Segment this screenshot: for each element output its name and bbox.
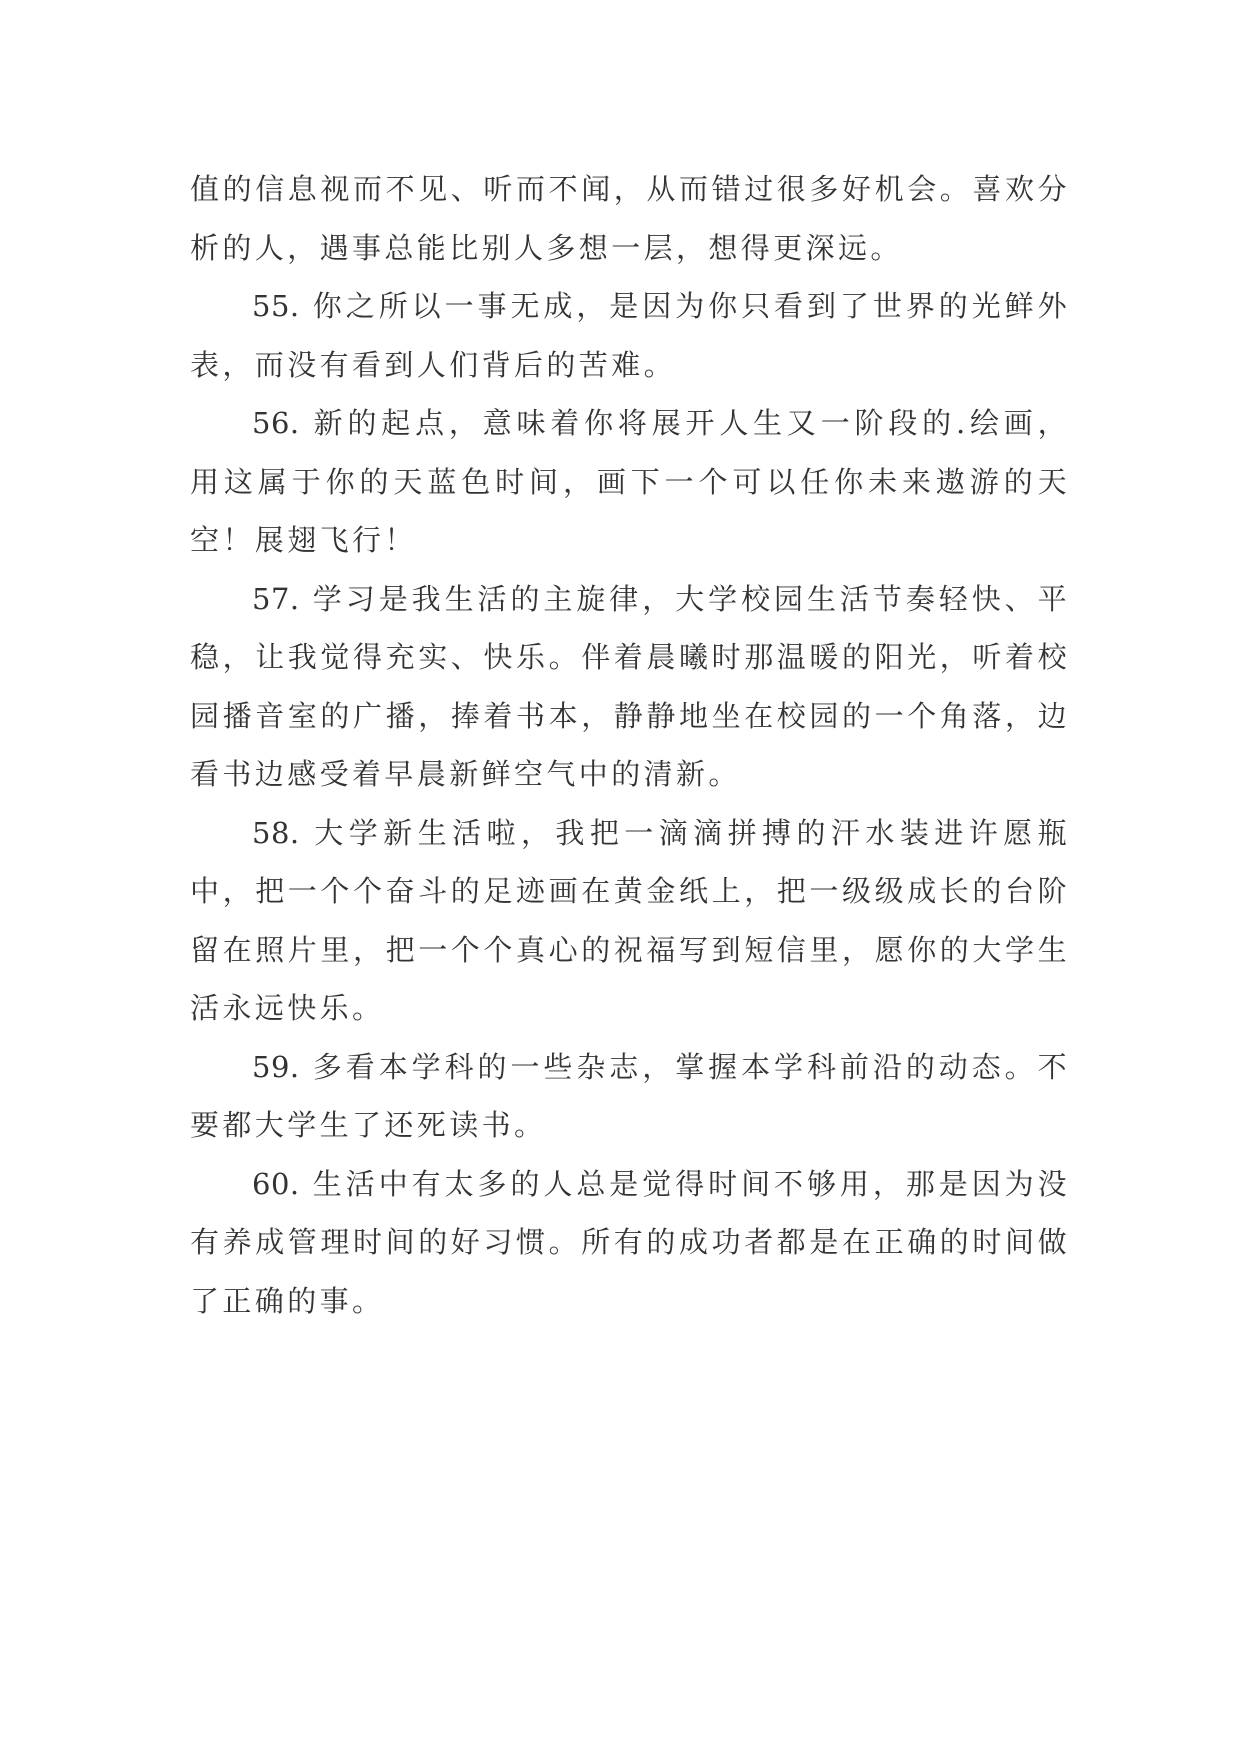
paragraph-57	[190, 570, 1070, 804]
paragraph-text: 新的起点，意味着你将展开人生又一阶段的.绘画，用这属于你的天蓝色时间，画下一个可以任你未来遨游的天空！展翅飞行！	[190, 406, 1070, 557]
paragraph-number: 57.	[252, 581, 300, 616]
paragraph-text: 你之所以一事无成，是因为你只看到了世界的光鲜外表，而没有看到人们背后的苦难。	[190, 289, 1070, 382]
paragraph-60	[190, 1155, 1070, 1331]
document-body	[190, 160, 1070, 1330]
paragraph-number: 56.	[252, 406, 300, 440]
paragraph-58	[190, 804, 1070, 1038]
paragraph-56	[190, 394, 1070, 570]
paragraph-continuation	[190, 160, 1070, 277]
paragraph-text: 大学新生活啦，我把一滴滴拼搏的汗水装进许愿瓶中，把一个个奋斗的足迹画在黄金纸上，把一级级成长的台阶留在照片里，把一个个真心的祝福写到短信里，愿你的大学生活永远快乐。	[190, 815, 1070, 1025]
paragraph-number: 60.	[252, 1166, 300, 1201]
paragraph-number: 58.	[252, 815, 300, 850]
paragraph-55	[190, 277, 1070, 394]
paragraph-text: 值的信息视而不见、听而不闻，从而错过很多好机会。喜欢分析的人，遇事总能比别人多想一层，想得更深远。	[190, 172, 1070, 265]
paragraph-number: 59.	[252, 1049, 300, 1084]
paragraph-59	[190, 1038, 1070, 1155]
paragraph-number: 55.	[252, 289, 300, 323]
paragraph-text: 多看本学科的一些杂志，掌握本学科前沿的动态。不要都大学生了还死读书。	[190, 1049, 1070, 1142]
paragraph-text: 学习是我生活的主旋律，大学校园生活节奏轻快、平稳，让我觉得充实、快乐。伴着晨曦时那温暖的阳光，听着校园播音室的广播，捧着书本，静静地坐在校园的一个角落，边看书边感受着早晨新鲜空气中的清新。	[190, 581, 1070, 791]
paragraph-text: 生活中有太多的人总是觉得时间不够用，那是因为没有养成管理时间的好习惯。所有的成功者都是在正确的时间做了正确的事。	[190, 1166, 1070, 1318]
